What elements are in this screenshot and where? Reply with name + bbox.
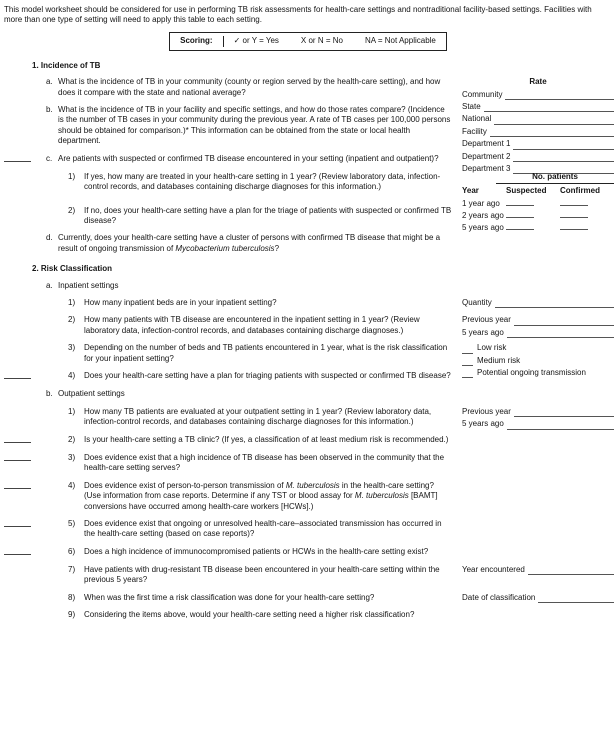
item-label: b. [46,104,53,114]
item-label: 2) [68,205,76,215]
subsection-title: Inpatient settings [58,280,119,290]
indent-spacer [58,593,68,603]
scoring-option-yes: ✓ or Y = Yes [233,36,279,46]
item-label [46,610,58,620]
scoring-legend-box [169,32,447,51]
column-header-suspected: Suspected [506,186,547,196]
outpatient-years-fields [462,407,614,432]
patients-table-header [462,186,614,196]
item-label: 4) [68,480,76,490]
item-label: 8) [68,592,76,602]
rate-field-community [462,90,614,100]
question-1b [4,105,612,147]
field-label: Department 1 [462,139,511,149]
question-2b6 [4,547,612,558]
score-slot [4,453,46,474]
species-name-italic: Mycobacterium tuberculosis [175,243,275,253]
question-text: Does your health-care setting have a plan for triaging patients with suspected or confirmed TB disease? [84,370,451,380]
question-2b9 [4,610,612,620]
score-slot [4,435,46,446]
question-text: What is the incidence of TB in your facility and specific settings, and how do those rates compare? (Incidence is the number of TB cases in your community during the previous year. A rate of TB cases per 100,000 persons should be obtained for comparison.)* This information can be obtained from the state or local health department. [58,104,451,146]
item-label [46,435,58,446]
item-label: 2) [68,315,76,325]
item-label: b. [46,389,53,399]
answer-blank [462,347,473,354]
score-slot [4,298,46,308]
item-label: 2) [68,434,76,444]
item-label: 5) [68,518,76,528]
section-1-title: 1. Incidence of TB [32,60,101,70]
question-2a1 [4,298,612,308]
date-of-classification-field-block [462,593,614,605]
question-text: Considering the items above, would your health-care setting need a higher risk classification? [84,610,415,620]
field-label: State [462,101,481,111]
field-label: Department 3 [462,163,511,173]
item-label [46,371,58,382]
option-label: Low risk [477,343,507,353]
indent-spacer [58,453,68,474]
score-slot [4,315,46,336]
score-slot [4,407,46,428]
species-name-italic: M. tuberculosis [285,480,340,490]
answer-blank [514,409,614,417]
date-of-classification-field [462,593,614,603]
question-1c [4,151,612,165]
field-label: 5 years ago [462,419,504,429]
item-label [46,519,58,540]
indent-spacer [58,565,68,586]
subsection-title: Outpatient settings [58,389,125,399]
question-2b1 [4,407,612,428]
question-2b4 [4,481,612,512]
item-label [46,547,58,558]
year-encountered-field [462,565,614,575]
subsection-2a [4,281,612,291]
item-label [46,453,58,474]
answer-blank [507,422,614,430]
item-label: 1) [68,171,76,181]
quantity-field-block [462,298,614,310]
score-blank [4,519,31,527]
answer-blank [506,199,534,206]
question-2a2 [4,315,612,336]
question-2b3 [4,453,612,474]
item-label: 9) [68,610,76,620]
item-label: 3) [68,452,76,462]
answer-blank [560,199,588,206]
field-label: Previous year [462,406,511,416]
question-2b2 [4,435,612,446]
item-label: 7) [68,565,76,575]
item-label [46,565,58,586]
indent-spacer [58,371,68,382]
score-blank [4,154,31,162]
field-label: Date of classification [462,592,536,602]
question-1d [4,233,612,254]
score-slot [4,593,46,603]
question-2a4 [4,371,612,382]
score-slot [4,77,46,98]
answer-blank [528,567,614,575]
indent-spacer [58,547,68,558]
rate-title: Rate [529,77,547,87]
column-header-year: Year [462,186,479,196]
species-name-italic: M. tuberculosis [354,491,409,501]
question-text: What is the incidence of TB in your community (county or region served by the health-care setting), and how does it compare with the state and national average? [58,77,441,97]
item-label [46,407,58,428]
intro-paragraph: This model worksheet should be considered for use in performing TB risk assessments for health-care settings and nontraditional facility-based settings. Facilities with more than one type of setting will need to apply this table to each setting. [4,5,592,25]
item-label: 1) [68,298,76,308]
indent-spacer [58,172,68,193]
five-years-ago-field [462,328,614,338]
item-label: c. [46,153,53,163]
score-slot [4,519,46,540]
item-label: 4) [68,370,76,380]
answer-blank [507,330,614,338]
field-label: National [462,114,492,124]
score-slot [4,206,46,227]
option-label: Potential ongoing transmission [477,367,586,377]
question-text: How many inpatient beds are in your inpatient setting? [84,298,277,308]
indent-spacer [58,610,68,620]
field-label: Year encountered [462,565,525,575]
question-1c2 [4,206,612,227]
scoring-option-na: NA = Not Applicable [364,36,436,46]
field-label: Quantity [462,298,492,308]
question-text: When was the first time a risk classification was done for your health-care setting? [84,592,375,602]
indent-spacer [58,206,68,227]
score-slot [4,233,46,254]
item-label [46,481,58,512]
row-label: 2 years ago [462,211,504,221]
quantity-field [462,298,614,308]
inpatient-years-fields [462,315,614,340]
previous-year-field [462,315,614,325]
previous-year-field [462,407,614,417]
indent-spacer [58,315,68,336]
score-slot [4,281,46,291]
question-text-part: in the health-care setting? (Use information from case reports. Determine if any TST or blood assay for [84,480,434,501]
score-slot [4,172,46,193]
answer-blank [495,300,614,308]
item-label [46,298,58,308]
score-slot [4,371,46,382]
risk-option-medium [462,356,614,366]
item-label: 1) [68,406,76,416]
answer-blank [538,595,614,603]
answer-blank [462,359,473,366]
score-blank [4,547,31,555]
score-blank [4,453,31,461]
question-text: Does evidence exist that ongoing or unresolved health-care–associated transmission has occurred in the health-care setting (based on case reports)? [84,518,442,539]
score-slot [4,154,46,165]
column-header-confirmed: Confirmed [560,186,600,196]
question-text: Have patients with drug-resistant TB disease been encountered in your health-care setting within the previous 5 years? [84,565,440,585]
question-text: Does a high incidence of immunocompromised patients or HCWs in the health-care setting exist? [84,546,429,556]
scoring-row [4,32,612,51]
field-label: Department 2 [462,151,511,161]
patients-table-title: No. patients [496,172,614,184]
question-2b8 [4,593,612,603]
field-label: Previous year [462,315,511,325]
score-blank [4,435,31,443]
risk-option-low [462,343,614,353]
row-label: 1 year ago [462,198,500,208]
field-label: 5 years ago [462,327,504,337]
five-years-ago-field [462,419,614,429]
question-text: Does evidence exist that a high incidence of TB disease has been observed in the community that the health-care setting serves? [84,452,445,473]
question-text: Are patients with suspected or confirmed TB disease encountered in your setting (inpatient and outpatient)? [58,153,439,163]
score-slot [4,610,46,620]
indent-spacer [58,519,68,540]
question-text: If no, does your health-care setting have a plan for the triage of patients with suspected or confirmed TB disease? [84,205,452,226]
item-label [46,172,58,193]
item-label: 3) [68,343,76,353]
score-slot [4,565,46,586]
item-label: d. [46,233,53,243]
score-slot [4,481,46,512]
field-label: Facility [462,126,487,136]
score-slot [4,105,46,147]
answer-blank [505,92,614,100]
subsection-2b [4,389,612,399]
question-text: Depending on the number of beds and TB patients encountered in 1 year, what is the risk classification for your inpatient setting? [84,343,448,363]
item-label: 6) [68,546,76,556]
question-text-part: ? [274,243,280,253]
question-text: How many patients with TB disease are encountered in the inpatient setting in 1 year? (Review laboratory data, infection-control records, and databases containing discharge diagnoses.) [84,315,420,335]
question-text: How many TB patients are evaluated at your outpatient setting in 1 year? (Review laboratory data, infection-control records, and databases containing discharge diagnoses for this information.) [84,406,432,427]
item-label [46,315,58,336]
answer-blank [514,318,614,326]
score-slot [4,547,46,558]
field-label: Community [462,89,503,99]
item-label [46,206,58,227]
indent-spacer [58,343,68,364]
question-text [84,481,452,512]
item-label: a. [46,280,53,290]
score-slot [4,343,46,364]
question-2b5 [4,519,612,540]
indent-spacer [58,435,68,446]
question-text-part: [BAMT] conversions have occurred among health-care workers [HCWs].) [84,491,438,511]
section-2-title: 2. Risk Classification [32,264,113,274]
question-text: Is your health-care setting a TB clinic? (If yes, a classification of at least medium risk is recommended.) [84,434,449,444]
scoring-label: Scoring: [180,36,213,46]
question-text [58,233,452,254]
question-text: If yes, how many are treated in your health-care setting in 1 year? (Review laboratory data, infection-control records, and databases containing discharge diagnoses for this information.) [84,171,441,192]
indent-spacer [58,407,68,428]
score-slot [4,389,46,399]
question-text-part: Does evidence exist of person-to-person transmission of [84,480,286,490]
row-label: 5 years ago [462,223,504,233]
year-encountered-field-block [462,565,614,577]
indent-spacer [58,481,68,512]
item-label [46,343,58,364]
scoring-divider [223,36,224,47]
score-blank [4,481,31,489]
item-label [46,593,58,603]
question-text-part: Currently, does your health-care setting have a cluster of persons with confirmed TB disease that might be a result of ongoing transmission of [58,233,441,253]
score-blank [4,371,31,379]
item-label: a. [46,77,53,87]
indent-spacer [58,298,68,308]
scoring-option-no: X or N = No [300,36,343,46]
question-2b7 [4,565,612,586]
option-label: Medium risk [477,355,521,365]
